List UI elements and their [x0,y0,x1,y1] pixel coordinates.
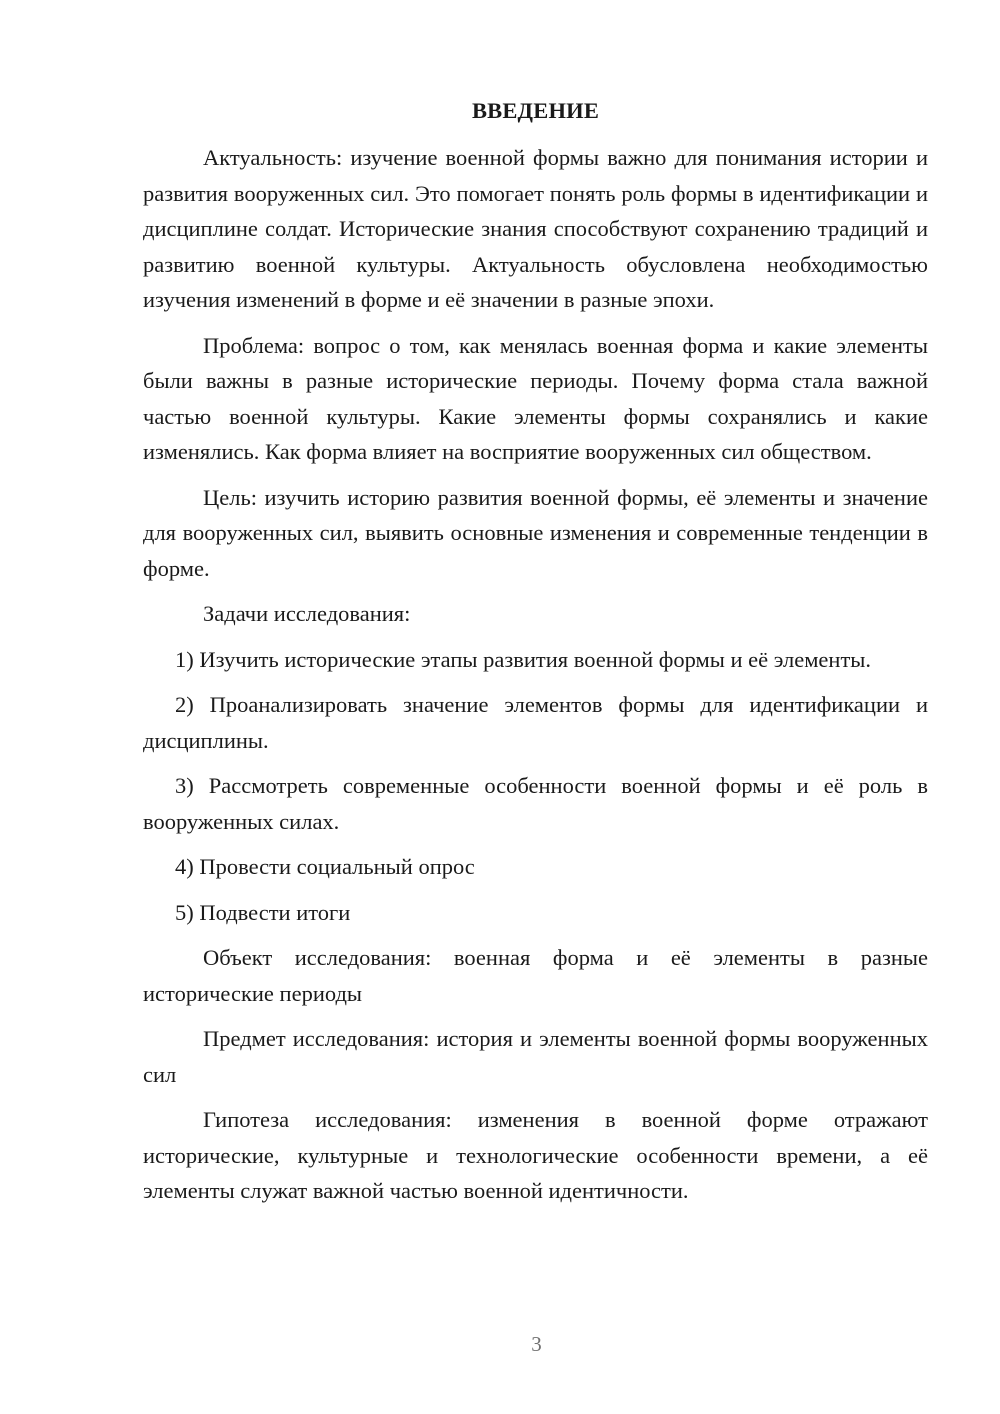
relevance-paragraph: Актуальность: изучение военной формы важно для понимания истории и развития вооруженных сил. Это помогает понять роль формы в идентификации и дисциплине солдат. Исторические знания способствуют сохранению традиций и развитию военной культуры. Актуальность обусловлена необходимостью изучения изменений в форме и её значении в разные эпохи. [143,145,928,312]
goal-paragraph: Цель: изучить историю развития военной формы, её элементы и значение для вооруженных сил, выявить основные изменения и современные тенденции в форме. [143,484,928,581]
page-content [143,96,928,1219]
task-item: 5) Подвести итоги [175,899,351,925]
subject-paragraph: Предмет исследования: история и элементы военной формы вооруженных сил [143,1026,928,1087]
task-item: 2) Проанализировать значение элементов формы для идентификации и дисциплины. [143,692,928,753]
task-item: 3) Рассмотреть современные особенности военной формы и её роль в вооруженных силах. [143,773,928,834]
section-title: ВВЕДЕНИЕ [471,98,600,123]
tasks-heading: Задачи исследования: [203,601,411,626]
task-item: 1) Изучить исторические этапы развития военной формы и её элементы. [175,646,872,672]
problem-paragraph: Проблема: вопрос о том, как менялась военная форма и какие элементы были важны в разные исторические периоды. Почему форма стала важной частью военной культуры. Какие элементы формы сохранялись и какие изменялись. Как форма влияет на восприятие вооруженных сил обществом. [143,332,928,464]
object-paragraph: Объект исследования: военная форма и её элементы в разные исторические периоды [143,945,928,1006]
hypothesis-paragraph: Гипотеза исследования: изменения в военной форме отражают исторические, культурные и технологические особенности времени, а её элементы служат важной частью военной идентичности. [143,1107,928,1203]
task-item: 4) Провести социальный опрос [175,854,475,879]
page-number: 3 [531,1332,542,1356]
